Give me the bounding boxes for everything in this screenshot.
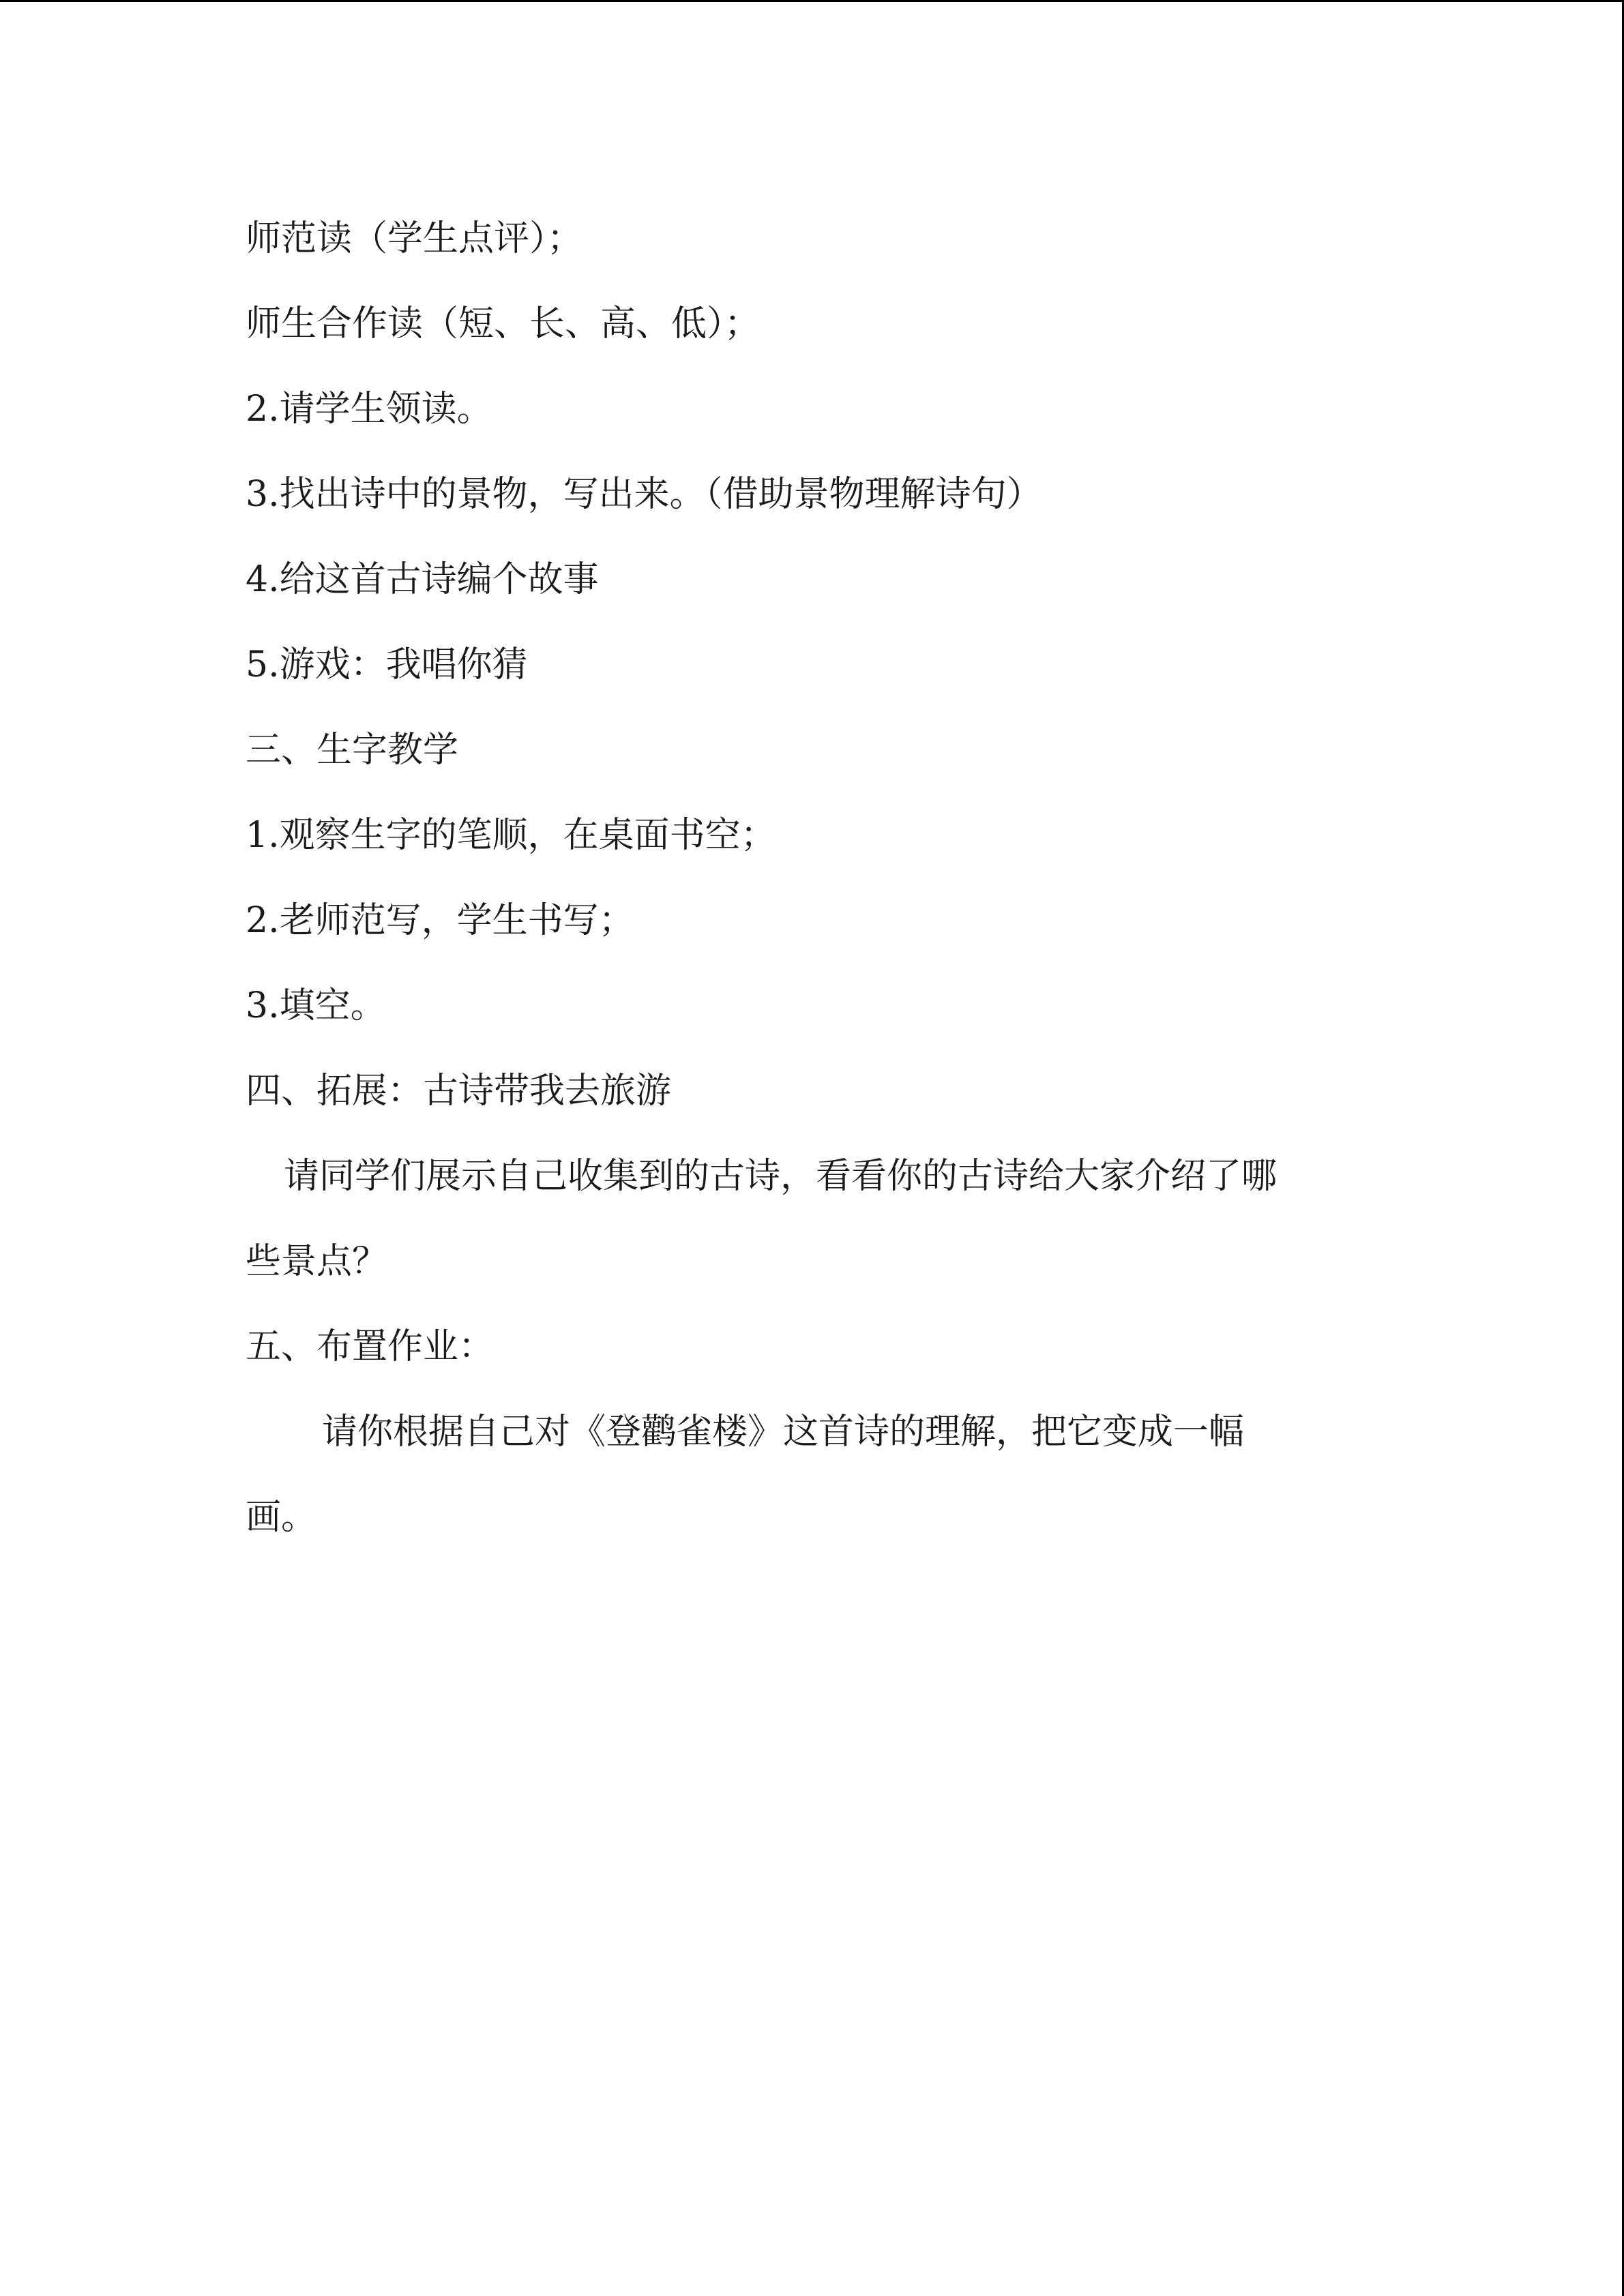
line-student-lead-reading: 2.请学生领读。: [246, 389, 492, 430]
paragraph-homework-line-1: 请你根据自己对《登鹳雀楼》这首诗的理解，把它变成一幅: [322, 1412, 1245, 1452]
paragraph-homework-line-2: 画。: [246, 1497, 317, 1538]
line-find-scenery: 3.找出诗中的景物，写出来。（借助景物理解诗句）: [246, 474, 1042, 515]
section-heading-homework: 五、布置作业：: [246, 1326, 494, 1367]
paragraph-extension-line-2: 些景点？: [246, 1241, 388, 1282]
line-teacher-model-reading: 师范读（学生点评）；: [246, 218, 583, 259]
line-fill-blanks: 3.填空。: [246, 985, 386, 1026]
line-observe-strokes: 1.观察生字的笔顺，在桌面书空；: [246, 815, 776, 856]
section-heading-character-teaching: 三、生字教学: [246, 730, 459, 771]
document-body: [246, 205, 1364, 1568]
line-game: 5.游戏：我唱你猜: [246, 644, 528, 685]
line-teacher-writing: 2.老师范写，学生书写；: [246, 900, 634, 941]
paragraph-extension-line-1: 请同学们展示自己收集到的古诗，看看你的古诗给大家介绍了哪: [284, 1156, 1278, 1197]
line-make-story: 4.给这首古诗编个故事: [246, 559, 599, 600]
line-teacher-student-reading: 师生合作读（短、长、高、低）；: [246, 303, 761, 344]
section-heading-extension: 四、拓展：古诗带我去旅游: [246, 1071, 672, 1112]
page-border-top: [0, 0, 1624, 2]
